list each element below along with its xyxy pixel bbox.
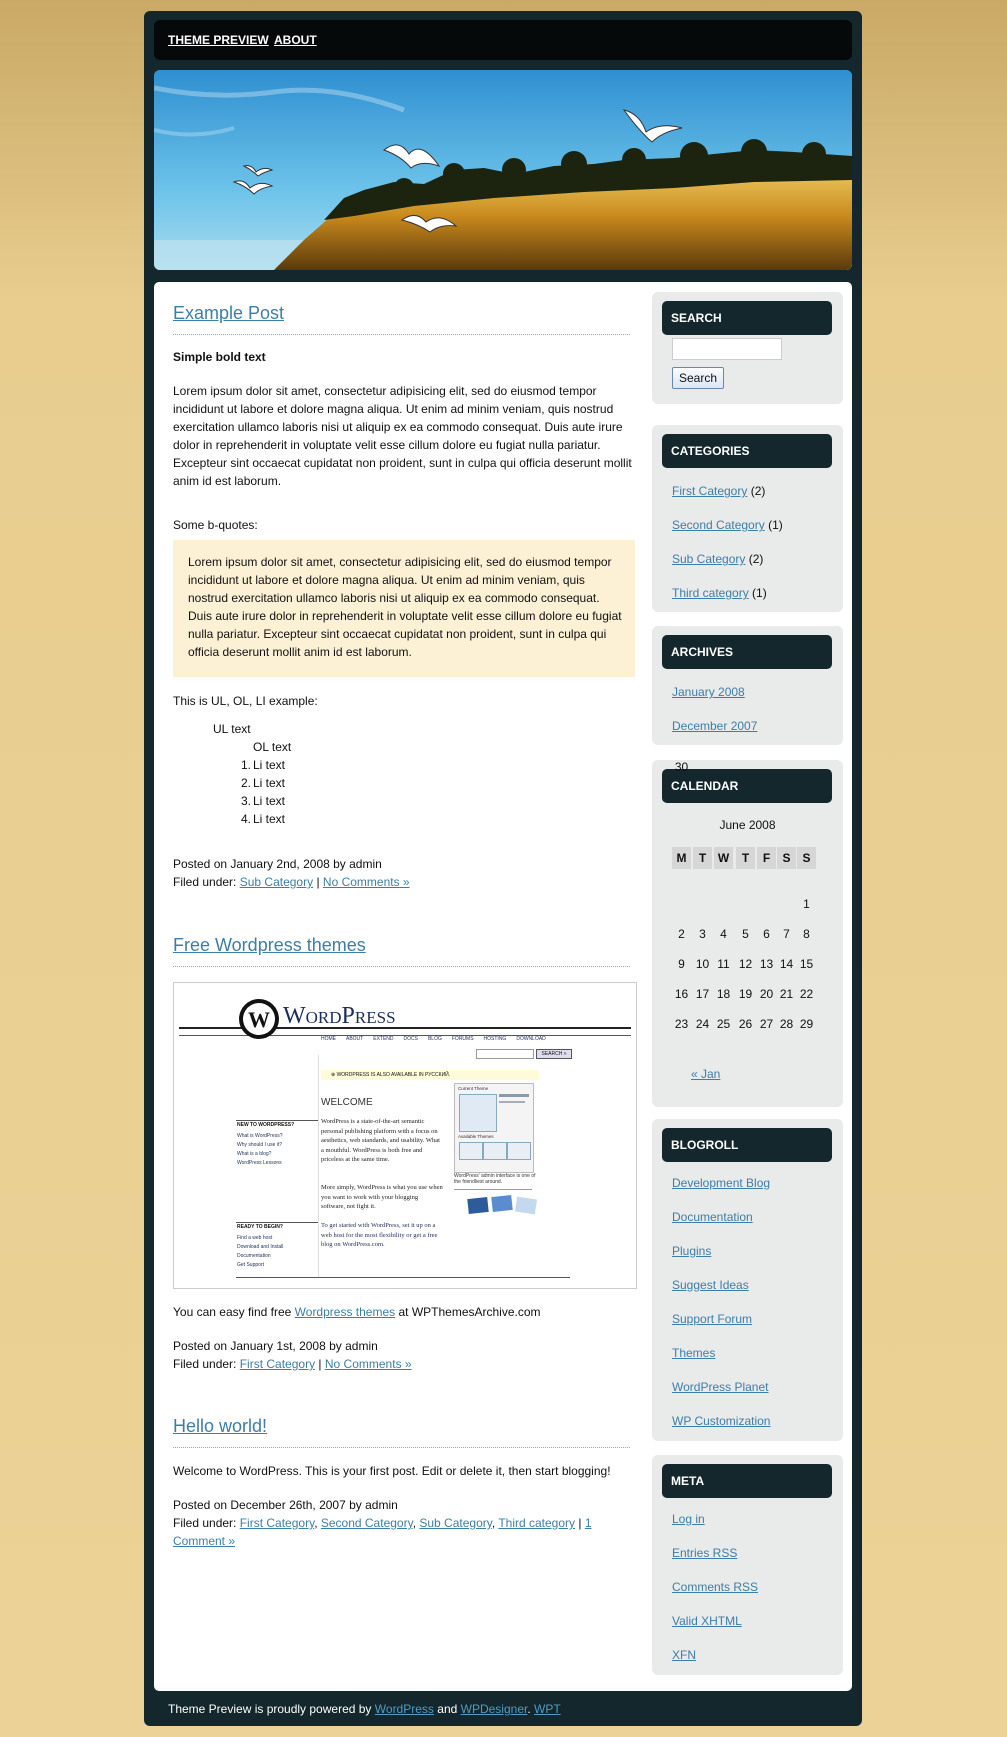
header-banner-image bbox=[154, 70, 852, 270]
widget-categories bbox=[652, 425, 843, 612]
wp-nav-item: FORUMS bbox=[451, 1036, 474, 1042]
calendar-day: 28 bbox=[779, 1017, 794, 1031]
blogroll-link[interactable]: Support Forum bbox=[672, 1312, 753, 1326]
category-count: (1) bbox=[752, 586, 767, 600]
footer-wpdesigner-link[interactable]: WPDesigner bbox=[460, 1702, 528, 1716]
blogroll-link[interactable]: Suggest Ideas bbox=[672, 1278, 749, 1292]
meta-link-xfn[interactable]: XFN bbox=[672, 1648, 696, 1662]
wp-admin-thumbnail bbox=[454, 1083, 534, 1173]
calendar-day: 30 bbox=[674, 760, 689, 774]
calendar-day: 7 bbox=[783, 927, 790, 941]
wp-sidebar-link: WordPress Lessons bbox=[237, 1160, 282, 1166]
calendar-day: 20 bbox=[759, 987, 774, 1001]
widget-title: CALENDAR bbox=[662, 769, 832, 803]
calendar-weekday: M bbox=[672, 847, 691, 869]
footer-text: . bbox=[527, 1702, 531, 1716]
calendar-day: 1 bbox=[803, 897, 810, 911]
wordpress-logo-icon bbox=[238, 998, 280, 1040]
calendar-day: 18 bbox=[716, 987, 731, 1001]
footer-text: and bbox=[437, 1702, 458, 1716]
title-divider bbox=[173, 966, 630, 967]
wp-sidebar-link: Get Support bbox=[237, 1262, 264, 1268]
wp-line bbox=[499, 1101, 525, 1103]
calendar-weekday: W bbox=[714, 847, 733, 869]
search-input[interactable] bbox=[672, 338, 782, 360]
category-item bbox=[672, 518, 783, 532]
wp-line bbox=[499, 1094, 529, 1097]
footer-wordpress-link[interactable]: WordPress bbox=[374, 1702, 434, 1716]
nav-about[interactable]: ABOUT bbox=[274, 33, 317, 47]
wp-search-button: SEARCH » bbox=[536, 1049, 572, 1059]
wp-sidebar-link: Documentation bbox=[237, 1253, 271, 1259]
post-meta-filed: Filed under: Sub Category | No Comments » bbox=[173, 875, 410, 889]
nav-theme-preview[interactable]: THEME PREVIEW bbox=[168, 33, 269, 47]
wp-nav-item: BLOG bbox=[427, 1036, 442, 1042]
widget-blogroll bbox=[652, 1119, 843, 1441]
blockquote bbox=[173, 540, 635, 677]
blogroll-link[interactable]: WordPress Planet bbox=[672, 1380, 769, 1394]
category-count: (1) bbox=[768, 518, 783, 532]
calendar-weekday: T bbox=[693, 847, 712, 869]
wp-nav-item: DOCS bbox=[403, 1036, 418, 1042]
calendar-weekday: S bbox=[777, 847, 796, 869]
filed-label: Filed under: bbox=[173, 1516, 237, 1530]
widget-search bbox=[652, 292, 843, 404]
wp-nav-item: HOSTING bbox=[483, 1036, 507, 1042]
calendar-day: 21 bbox=[779, 987, 794, 1001]
wp-paragraph: More simply, WordPress is what you use when you want to work with your blogging software, not fight it. bbox=[321, 1184, 443, 1210]
calendar-day: 27 bbox=[759, 1017, 774, 1031]
calendar-day: 25 bbox=[716, 1017, 731, 1031]
footer-wpt-link[interactable]: WPT bbox=[534, 1702, 561, 1716]
wp-theme-thumb bbox=[459, 1142, 483, 1160]
calendar-day: 10 bbox=[695, 957, 710, 971]
calendar-weekday: F bbox=[757, 847, 776, 869]
post-meta-posted: Posted on January 2nd, 2008 by admin bbox=[173, 857, 382, 871]
blogroll-link[interactable]: Development Blog bbox=[672, 1176, 771, 1190]
category-link[interactable]: First Category bbox=[672, 484, 748, 498]
calendar-day: 5 bbox=[742, 927, 749, 941]
svg-text:W: W bbox=[248, 1007, 270, 1032]
wp-theme-thumb bbox=[507, 1142, 531, 1160]
post-meta-filed: Filed under: First Category | No Comments » bbox=[173, 1357, 412, 1371]
wp-column-divider bbox=[318, 1055, 319, 1277]
calendar-prev-link[interactable]: « Jan bbox=[691, 1067, 721, 1081]
wp-rule bbox=[236, 1222, 318, 1223]
li-number: 1. bbox=[240, 758, 251, 772]
widget-title: ARCHIVES bbox=[662, 635, 832, 669]
comments-link[interactable]: Comment » bbox=[173, 1534, 236, 1548]
wp-promo-icon bbox=[515, 1197, 537, 1215]
category-item bbox=[672, 552, 763, 566]
meta-link-log-in[interactable]: Log in bbox=[672, 1512, 705, 1526]
post-title-free-wordpress-themes[interactable]: Free Wordpress themes bbox=[173, 935, 366, 955]
calendar-day: 12 bbox=[738, 957, 753, 971]
blogroll-link[interactable]: Documentation bbox=[672, 1210, 753, 1224]
title-divider bbox=[173, 334, 630, 335]
li-number: 3. bbox=[240, 794, 251, 808]
wp-promo-icon bbox=[491, 1195, 512, 1212]
wp-ready-heading: READY TO BEGIN? bbox=[237, 1224, 283, 1230]
wp-welcome: WELCOME bbox=[321, 1097, 373, 1108]
category-link[interactable]: Third category bbox=[498, 1516, 576, 1530]
wp-nav-item: HOME bbox=[321, 1036, 336, 1042]
post-title-hello-world[interactable]: Hello world! bbox=[173, 1416, 268, 1436]
calendar-day: 3 bbox=[699, 927, 706, 941]
calendar-day: 15 bbox=[799, 957, 814, 971]
post-meta-posted: Posted on December 26th, 2007 by admin bbox=[173, 1498, 398, 1512]
filed-label: Filed under: bbox=[173, 875, 237, 889]
wp-theme-thumb bbox=[483, 1142, 507, 1160]
filed-label: Filed under: bbox=[173, 1357, 237, 1371]
blogroll-link[interactable]: WP Customization bbox=[672, 1414, 771, 1428]
wp-rule bbox=[236, 1277, 570, 1278]
post-text-before: You can easy find free bbox=[173, 1305, 292, 1319]
category-link[interactable]: Second Category bbox=[320, 1516, 413, 1530]
blockquote-text: Lorem ipsum dolor sit amet, consectetur adipisicing elit, sed do eiusmod tempor incididunt ut labore et dolore magna aliqua. Ut enim ad minim veniam, quis nostrud exercitation ullamco laboris nisi ut aliquip ex ea commodo consequat. Duis aute irure dolor in reprehenderit in voluptate velit esse cillum dolore eu fugiat nulla pariatur. Excepteur sint occaecat cupidatat non proident, sunt in culpa qui officia deserunt mollit anim id est laborum. bbox=[188, 555, 622, 659]
calendar-day: 6 bbox=[763, 927, 770, 941]
widget-title: SEARCH bbox=[662, 301, 832, 335]
content-area bbox=[154, 282, 852, 1691]
footer bbox=[168, 1702, 561, 1716]
bquote-intro: Some b-quotes: bbox=[173, 518, 258, 532]
wp-theme-preview bbox=[459, 1094, 497, 1132]
ul-text: UL text bbox=[213, 722, 251, 736]
meta-link-valid-xhtml[interactable]: Valid XHTML bbox=[672, 1614, 742, 1628]
category-link[interactable]: First Category bbox=[239, 1357, 316, 1371]
wp-paragraph: To get started with WordPress, set it up on a web host for the most flexibility or get a free blog on WordPress.com. bbox=[321, 1222, 438, 1248]
calendar-weekday: S bbox=[797, 847, 816, 869]
post-text bbox=[173, 1303, 633, 1321]
list-intro: This is UL, OL, LI example: bbox=[173, 694, 318, 708]
category-link[interactable]: Sub Category bbox=[419, 1516, 492, 1530]
wp-notice: ⊕ WORDPRESS IS ALSO AVAILABLE IN РУССКИЙ. bbox=[321, 1070, 539, 1080]
post-meta-posted: Posted on January 1st, 2008 by admin bbox=[173, 1339, 378, 1353]
calendar-day: 9 bbox=[678, 957, 685, 971]
calendar-caption: June 2008 bbox=[719, 818, 776, 832]
calendar-weekday: T bbox=[736, 847, 755, 869]
wp-promo-icon bbox=[467, 1197, 488, 1214]
category-link[interactable]: Sub Category bbox=[672, 552, 746, 566]
seagulls-cliff-photo bbox=[154, 70, 852, 270]
widget-calendar bbox=[652, 760, 843, 1107]
calendar-day: 19 bbox=[738, 987, 753, 1001]
widget-meta bbox=[652, 1455, 843, 1675]
calendar-day: 17 bbox=[695, 987, 710, 1001]
wp-new-heading: NEW TO WORDPRESS? bbox=[237, 1122, 295, 1128]
wp-sidebar-link: What is WordPress? bbox=[237, 1133, 283, 1139]
comments-link[interactable]: 1 bbox=[584, 1516, 592, 1530]
category-link[interactable]: Sub Category bbox=[239, 875, 314, 889]
calendar-day: 29 bbox=[799, 1017, 814, 1031]
wp-search-input bbox=[476, 1049, 534, 1059]
wp-nav bbox=[321, 1036, 546, 1042]
li-number: 2. bbox=[240, 776, 251, 790]
wordpress-themes-link[interactable]: Wordpress themes bbox=[294, 1305, 396, 1319]
li-number: 4. bbox=[240, 812, 251, 826]
category-count: (2) bbox=[750, 484, 766, 498]
calendar-day: 23 bbox=[674, 1017, 689, 1031]
calendar-day: 4 bbox=[720, 927, 727, 941]
calendar-day: 16 bbox=[674, 987, 689, 1001]
wp-nav-item: EXTEND bbox=[373, 1036, 394, 1042]
list-item: Li text bbox=[253, 812, 286, 826]
blogroll-link[interactable]: Plugins bbox=[672, 1244, 712, 1258]
calendar-day: 26 bbox=[738, 1017, 753, 1031]
comments-link[interactable]: No Comments » bbox=[322, 875, 410, 889]
list-item: Li text bbox=[253, 776, 286, 790]
wp-sidebar-link: Download and Install bbox=[237, 1244, 284, 1250]
category-link[interactable]: First Category bbox=[239, 1516, 315, 1530]
blogroll-link[interactable]: Themes bbox=[672, 1346, 716, 1360]
post-bold-text: Simple bold text bbox=[173, 350, 266, 364]
wp-rule bbox=[236, 1120, 318, 1121]
calendar-day: 22 bbox=[799, 987, 814, 1001]
title-divider bbox=[173, 1447, 630, 1448]
wp-logo-text: WordPress bbox=[283, 1003, 396, 1029]
calendar-day: 11 bbox=[717, 957, 730, 971]
widget-title: BLOGROLL bbox=[662, 1128, 832, 1162]
category-item bbox=[672, 484, 765, 498]
post-meta-filed: Filed under: First Category, Second Category, Sub Category, Third category | 1 Comment » bbox=[173, 1516, 592, 1548]
post-title-example-post[interactable]: Example Post bbox=[173, 303, 285, 323]
search-button[interactable]: Search bbox=[672, 367, 724, 389]
list-item: Li text bbox=[253, 794, 286, 808]
wordpress-screenshot-image[interactable] bbox=[173, 982, 637, 1289]
list-item: Li text bbox=[253, 758, 286, 772]
top-navigation bbox=[154, 20, 852, 60]
meta-link-entries-rss[interactable]: Entries RSS bbox=[672, 1546, 738, 1560]
archive-link[interactable]: December 2007 bbox=[672, 719, 758, 733]
comments-link[interactable]: No Comments » bbox=[324, 1357, 412, 1371]
calendar-day: 2 bbox=[678, 927, 685, 941]
calendar-day: 13 bbox=[759, 957, 774, 971]
wp-sidebar-link: Find a web host bbox=[237, 1235, 273, 1241]
post-text: Welcome to WordPress. This is your first post. Edit or delete it, then start blogging! bbox=[173, 1464, 611, 1478]
widget-title: META bbox=[662, 1464, 832, 1498]
wp-sidebar-link: What is a blog? bbox=[237, 1151, 272, 1157]
post-text-after: at WPThemesArchive.com bbox=[398, 1305, 541, 1319]
wp-nav-item: ABOUT bbox=[346, 1036, 364, 1042]
wp-paragraph: WordPress is a state-of-the-art semantic personal publishing platform with a focus on aesthetics, web standards, and usability. What a mouthful. WordPress is both free and priceless at the same time. bbox=[321, 1118, 440, 1163]
post-paragraph: Lorem ipsum dolor sit amet, consectetur adipisicing elit, sed do eiusmod tempor incididunt ut labore et dolore magna aliqua. Ut enim ad minim veniam, quis nostrud exercitation ullamco laboris nisi ut aliquip ex ea commodo consequat. Duis aute irure dolor in reprehenderit in voluptate velit esse cillum dolore eu fugiat nulla pariatur. Excepteur sint occaecat cupidatat non proident, sunt in culpa qui officia deserunt mollit anim id est laborum. bbox=[173, 384, 632, 488]
wp-sidebar-link: Why should I use it? bbox=[237, 1142, 283, 1148]
category-item bbox=[672, 586, 767, 600]
calendar-day: 8 bbox=[803, 927, 810, 941]
page-frame bbox=[144, 11, 862, 1726]
category-count: (2) bbox=[748, 552, 764, 566]
widget-title: CATEGORIES bbox=[662, 434, 832, 468]
archive-link[interactable]: January 2008 bbox=[672, 685, 745, 699]
wp-caption: WordPress' admin interface is one of the friendliest around. bbox=[454, 1173, 536, 1185]
calendar-day: 24 bbox=[695, 1017, 710, 1031]
wp-nav-item: DOWNLOAD bbox=[516, 1036, 546, 1042]
calendar-day: 14 bbox=[779, 957, 794, 971]
wp-rule bbox=[454, 1189, 532, 1190]
category-link[interactable]: Third category bbox=[672, 586, 749, 600]
widget-archives bbox=[652, 626, 843, 745]
wp-available-themes: Available Themes bbox=[458, 1134, 494, 1139]
meta-link-comments-rss[interactable]: Comments RSS bbox=[672, 1580, 759, 1594]
footer-text: Theme Preview is proudly powered by bbox=[168, 1702, 372, 1716]
category-link[interactable]: Second Category bbox=[672, 518, 765, 532]
ol-text: OL text bbox=[253, 740, 292, 754]
wp-current-theme: Current Theme bbox=[458, 1086, 489, 1091]
